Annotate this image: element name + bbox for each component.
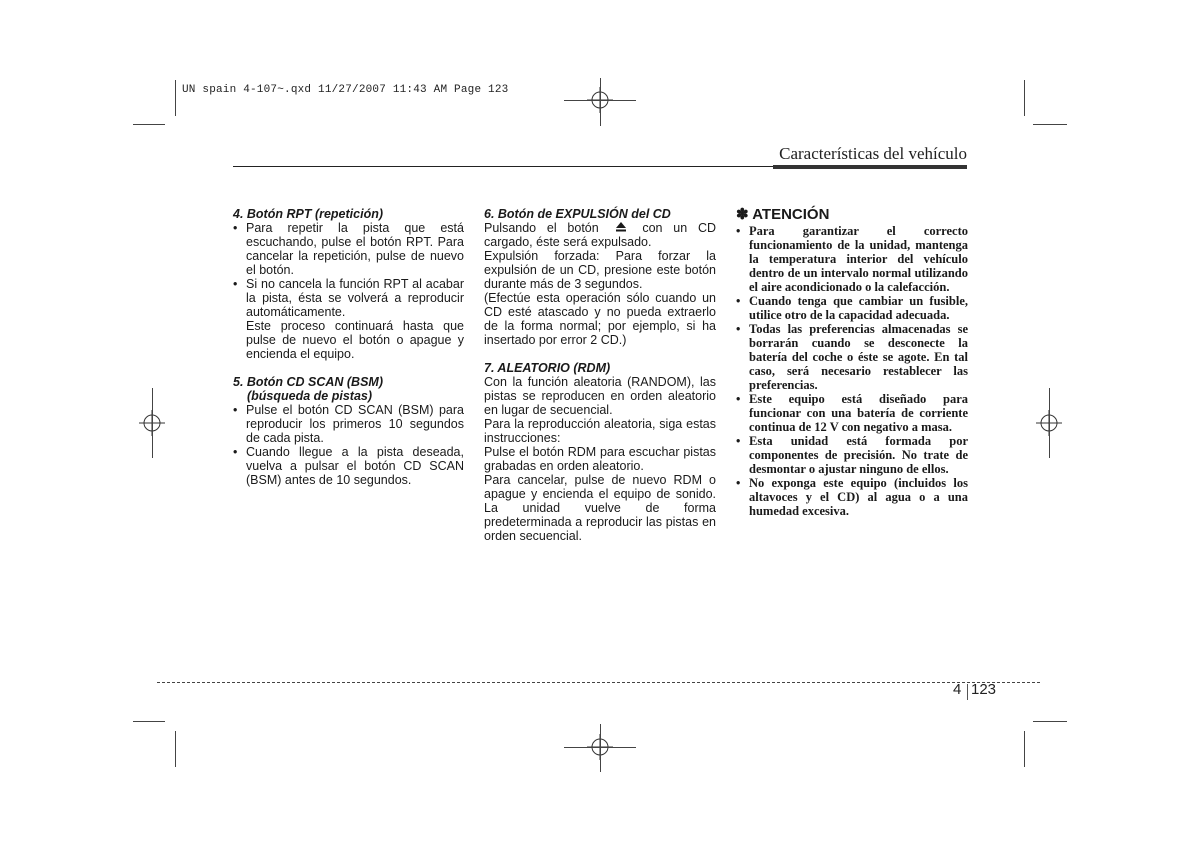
page-header-title: Características del vehículo <box>779 144 967 163</box>
paragraph: (Efectúe esta operación sólo cuando un CD esté atascado y no pueda extraerlo de la forma normal; por ejemplo, si ha insertado por error 2 CD.) <box>484 291 716 347</box>
paragraph: Pulsando el botón con un CD cargado, éste será expulsado. <box>484 221 716 249</box>
list-item: • Cuando tenga que cambiar un fusible, utilice otro de la capacidad adecuada. <box>736 294 968 322</box>
page-number: 123 <box>971 681 997 698</box>
paragraph: Para la reproducción aleatoria, siga estas instrucciones: <box>484 417 716 445</box>
section-title-random: 7. ALEATORIO (RDM) <box>484 361 611 375</box>
section-title-eject: 6. Botón de EXPULSIÓN del CD <box>484 207 671 221</box>
crop-mark-top-right-v <box>1024 80 1025 116</box>
footer-dashed-rule <box>157 682 1040 683</box>
eject-icon <box>610 221 632 233</box>
attention-heading: ✽ ATENCIÓN <box>736 206 830 223</box>
section-title-rpt: 4. Botón RPT (repetición) <box>233 207 383 221</box>
asterisk-icon: ✽ <box>736 206 749 223</box>
crop-mark-top-left-h <box>133 124 165 125</box>
section-title-cd-scan: 5. Botón CD SCAN (BSM) <box>233 375 383 389</box>
registration-line <box>600 724 601 772</box>
list-item: • Todas las preferencias almacenadas se borrarán cuando se desconecte la batería del coche o éste se agote. En tal caso, será necesario restablecer las preferencias. <box>736 322 968 392</box>
list-item: • Este equipo está diseñado para funcionar con una batería de corriente continua de 12 V con negativo a masa. <box>736 392 968 434</box>
list-item-continuation: Este proceso continuará hasta que pulse de nuevo el botón o apague y encienda el equipo. <box>246 319 464 361</box>
list-item: • Esta unidad está formada por componentes de precisión. No trate de desmontar o ajustar ninguno de ellos. <box>736 434 968 476</box>
column-left <box>233 207 464 487</box>
crop-mark-bottom-right-v <box>1024 731 1025 767</box>
paragraph: Con la función aleatoria (RANDOM), las pistas se reproducen en orden aleatorio en lugar de secuencial. <box>484 375 716 417</box>
crop-mark-bottom-right-h <box>1033 721 1067 722</box>
list-item: • Para garantizar el correcto funcionamiento de la unidad, mantenga la temperatura interior del vehículo dentro de un intervalo normal utilizando el aire acondicionado o la calefacción. <box>736 224 968 294</box>
list-item: • No exponga este equipo (incluidos los altavoces y el CD) al agua o a una humedad excesiva. <box>736 476 968 518</box>
crop-mark-top-right-h <box>1033 124 1067 125</box>
list-item: • Para repetir la pista que está escuchando, pulse el botón RPT. Para cancelar la repetición, pulse de nuevo el botón. <box>233 221 464 277</box>
print-slug: UN spain 4-107~.qxd 11/27/2007 11:43 AM Page 123 <box>182 84 509 96</box>
header-bar <box>773 165 967 169</box>
registration-line <box>600 78 601 126</box>
list-item: • Si no cancela la función RPT al acabar la pista, ésta se volverá a reproducir automáticamente. <box>233 277 464 319</box>
chapter-number: 4 <box>953 681 962 698</box>
list-item: • Cuando llegue a la pista deseada, vuelva a pulsar el botón CD SCAN (BSM) antes de 10 segundos. <box>233 445 464 487</box>
registration-line <box>1049 388 1050 458</box>
registration-line <box>152 388 153 458</box>
crop-mark-top-left-v <box>175 80 176 116</box>
paragraph: Expulsión forzada: Para forzar la expulsión de un CD, presione este botón durante más de 3 segundos. <box>484 249 716 291</box>
paragraph: Para cancelar, pulse de nuevo RDM o apague y encienda el equipo de sonido. La unidad vuelve de forma predeterminada a reproducir las pistas en orden secuencial. <box>484 473 716 543</box>
attention-box <box>736 206 968 518</box>
paragraph: Pulse el botón RDM para escuchar pistas grabadas en orden aleatorio. <box>484 445 716 473</box>
list-item: • Pulse el botón CD SCAN (BSM) para reproducir los primeros 10 segundos de cada pista. <box>233 403 464 445</box>
section-subtitle-cd-scan: (búsqueda de pistas) <box>247 389 373 403</box>
column-middle <box>484 207 716 543</box>
crop-mark-bottom-left-h <box>133 721 165 722</box>
crop-mark-bottom-left-v <box>175 731 176 767</box>
page-number-separator <box>967 684 968 700</box>
